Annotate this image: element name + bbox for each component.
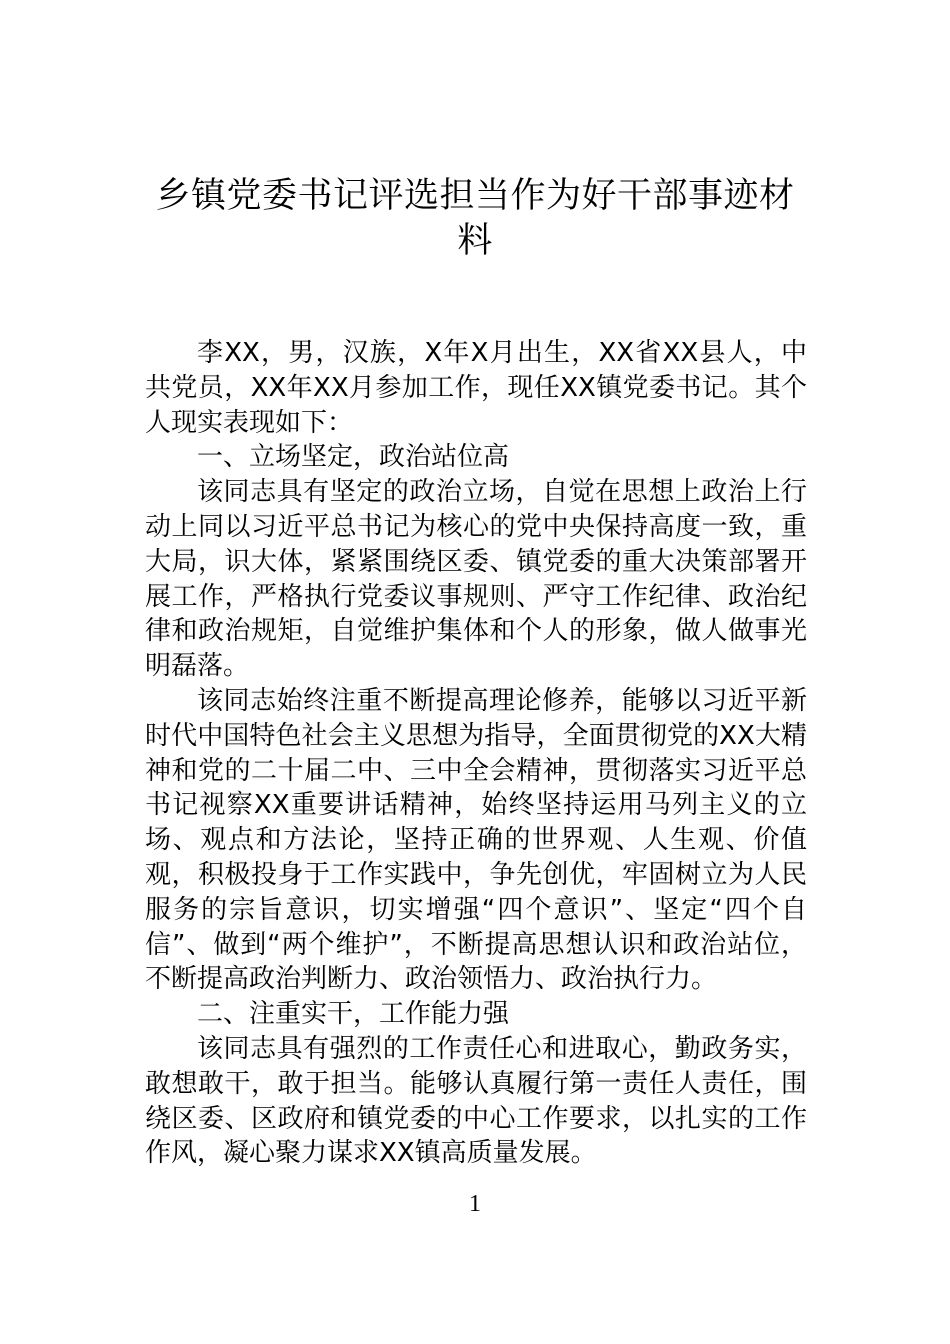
body-paragraph: 该同志具有坚定的政治立场，自觉在思想上政治上行动上同以习近平总书记为核心的党中央保持高度一致，重大局，识大体，紧紧围绕区委、镇党委的重大决策部署开展工作，严格执行党委议事规则、严守工作纪律、政治纪律和政治规矩，自觉维护集体和个人的形象，做人做事光明磊落。 bbox=[145, 477, 807, 682]
page-number: 1 bbox=[469, 1191, 481, 1217]
document-title-line-2: 料 bbox=[457, 221, 493, 261]
section-heading-2: 二、注重实干，工作能力强 bbox=[197, 999, 510, 1030]
body-paragraph: 该同志具有强烈的工作责任心和进取心，勤政务实，敢想敢干，敢于担当。能够认真履行第一责任人责任，围绕区委、区政府和镇党委的中心工作要求，以扎实的工作作风，凝心聚力谋求XX镇高质量发展。 bbox=[145, 1033, 807, 1169]
document-title-line-1: 乡镇党委书记评选担当作为好干部事迹材 bbox=[155, 176, 795, 216]
intro-paragraph: 李XX，男，汉族，X年X月出生，XX省XX县人，中共党员，XX年XX月参加工作，现任XX镇党委书记。其个人现实表现如下： bbox=[145, 338, 807, 438]
body-paragraph: 该同志始终注重不断提高理论修养，能够以习近平新时代中国特色社会主义思想为指导，全面贯彻党的XX大精神和党的二十届二中、三中全会精神，贯彻落实习近平总书记视察XX重要讲话精神，始终坚持运用马列主义的立场、观点和方法论，坚持正确的世界观、人生观、价值观，积极投身于工作实践中，争先创优，牢固树立为人民服务的宗旨意识，切实增强“四个意识”、坚定“四个自信”、做到“两个维护”，不断提高思想认识和政治站位，不断提高政治判断力、政治领悟力、政治执行力。 bbox=[145, 685, 807, 995]
section-heading-1: 一、立场坚定，政治站位高 bbox=[197, 442, 510, 473]
document-body bbox=[145, 336, 807, 1171]
